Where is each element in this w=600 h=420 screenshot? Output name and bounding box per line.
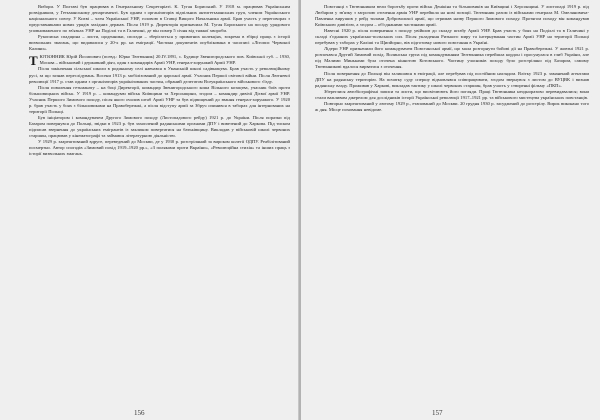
right-paragraph-5: Збереглися автобіографічні записи та листи, що висвітлюють його погляди. Праці Тютюнника неодноразово перевидавалися; вони стали важливим джерелом для дослідників історії Української революції 1917–1921 рр. та військового мистецтва українських повстанців. [315, 88, 589, 100]
left-paragraph-5: Був ініціатором і командувачем Другого Зимового походу (Листопадового рейду) 1921 р. до України. Після поразки під Базаром повернувся до Польщі, звідки в 1923 р. був захоплений радянськими органами ДПУ і вивезений до Харкова. Під тиском підписав звернення до українських емігрантів із закликом повертатися на батьківщину. Викладав у військовій школі червоних старшин, працював у кінематографі та займався літературною діяльністю. [29, 114, 290, 138]
left-paragraph-4: Після повалення гетьманату – на боці Директорії, командир Звенигородського коша Вільного козацтва, учасник боїв проти більшовицьких військ. У 1919 р. – командувач військ Київщини та Херсонщини, згодом – командир дивізії Дієвої армії УНР. Учасник Першого Зимового походу, після якого очолив штаб Армії УНР та був підвищений до звання генерал-хорунжого. У 1920 р. брав участь у боях з більшовиками на Правобережжі, а після відступу армії за Збруч опинився в таборах для інтернованих на території Польщі. [29, 84, 290, 114]
left-page-number: 156 [134, 409, 145, 417]
right-page-number: 157 [432, 409, 443, 417]
right-paragraph-4: Після повернення до Польщі він залишався в еміграції, але перебував під постійним наглядом. Влітку 1923 р. заманений агентами ДПУ на радянську територію. На початку суду спершу відмовлявся співпрацювати, згодом звернувся з листом до ВУЦВК і визнав радянську владу. Проживав у Харкові, викладав тактику у школі червоних старшин, брав участь у створенні фільму «ПКП». [315, 70, 589, 88]
right-paragraph-1: Повстанці з Тютюнником вели боротьбу проти військ Денікіна та більшовиків на Київщині і Херсонщині. У листопаді 1919 р. під Любаром у зв'язку з загрозою оточення армія УНР перейшла на нові позиції. Тютюнник разом із військами генерала М. Омеляновича-Павленка вирушив у рейд тилами Добровольчої армії, що отримав назву Першого Зимового походу. Протягом походу він командував Київською дивізією, а згодом – об'єднаними частинами армії. [315, 4, 589, 28]
left-paragraph-6: У 1929 р. заарештований вдруге, переведений до Москви, де у 1930 р. розстріляний за вироком колегії ОДПУ. Реабілітований посмертно. Автор спогадів «Зимовий похід 1919–1920 рр.», «З поляками проти Вкраїни», «Революційна стихія» та інших праць з історії визвольних змагань. [29, 139, 290, 157]
left-paragraph-1: Вибори. У Полтаві був працював в Генеральному Секретаріаті. К. Тугая Бориський. У 1918 м. працював Українським розвідником, у Гетьманському департаменті. Був одним з організаторів підпільних антигетьманських груп, членом Українського національного союзу. У Києві – член Української УНР, головою в Ставці Вищого Начальника армії. Брав участь у переговорах з представниками нових урядів західних держав. Після 1919 р. Директорія призначила М. Тугая Бориського на посаду урядового уповноваженого по зв'язках УНР на Поділлі та в Галичині, де він помер 5 січня від тяжкої хвороби. [29, 4, 290, 34]
left-paragraph-3: Після закінчення сільської школи в родинному селі навчався в Уманській школі садівництва. Брав участь у революційному русі, за що зазнав переслідувань. Восени 1913 р. мобілізований до царської армії. Учасник Першої світової війни. Після Лютневої революції 1917 р. став одним з організаторів українізованих частин, обраний делегатом Всеукраїнського військового з'їзду. [29, 66, 290, 84]
biography-entry-heading [29, 53, 290, 69]
right-page [301, 0, 600, 420]
left-paragraph-2: Рукописна спадщина – листи, щоденники, спогади – зберігається у приватних колекціях, зокрема в збірці праць з історії визвольних змагань, що видавалися у 20-х рр. на еміграції. Частина документів опублікована в часописі «Літопис Червоної Калини». [29, 34, 290, 52]
right-paragraph-2: Навесні 1920 р. після повернення з походу увійшов до складу штабу Армії УНР. Брав участь у боях на Поділлі та в Галичині у складі з'єднаних українсько-польських сил. Після укладення Ризького миру та інтернування частин Армії УНР на території Польщі перебував у таборах у Каліші та Щипйорно, вів підготовку нового повстання в Україні. [315, 28, 589, 46]
right-paragraph-6: Повторно заарештований у лютому 1929 р., етапований до Москви. 20 грудня 1930 р. засуджений до розстрілу. Вирок виконано того ж дня. Місце поховання невідоме. [315, 100, 589, 112]
right-paragraph-3: Лідери УНР призначили його командувачем Повстанської армії, що мала розгорнути бойові дії на Правобережжі. У жовтні 1921 р. розпочався Другий Зимовий похід. Волинська група під командуванням Тютюнника перейшла кордон і просунулася в глиб України, але під Малими Миньками була оточена кіннотою Котовського. Частину учасників походу було розстріляно під Базаром, самому Тютюнникові вдалося вирватися з оточення. [315, 46, 589, 70]
dropcap-letter: Т [29, 53, 38, 69]
entry-heading-text: ЮТЮННИК Юрій Йосипович (псевд.: Юрко Тютюнник) 20.IV.1891, с. Будище Звенигородського пов. Київської губ. – 1930, Москва – військовий і державний діяч, один з командирів Армії УНР, генерал-хорунжий Армії УНР. [39, 54, 290, 66]
left-page [0, 0, 299, 420]
